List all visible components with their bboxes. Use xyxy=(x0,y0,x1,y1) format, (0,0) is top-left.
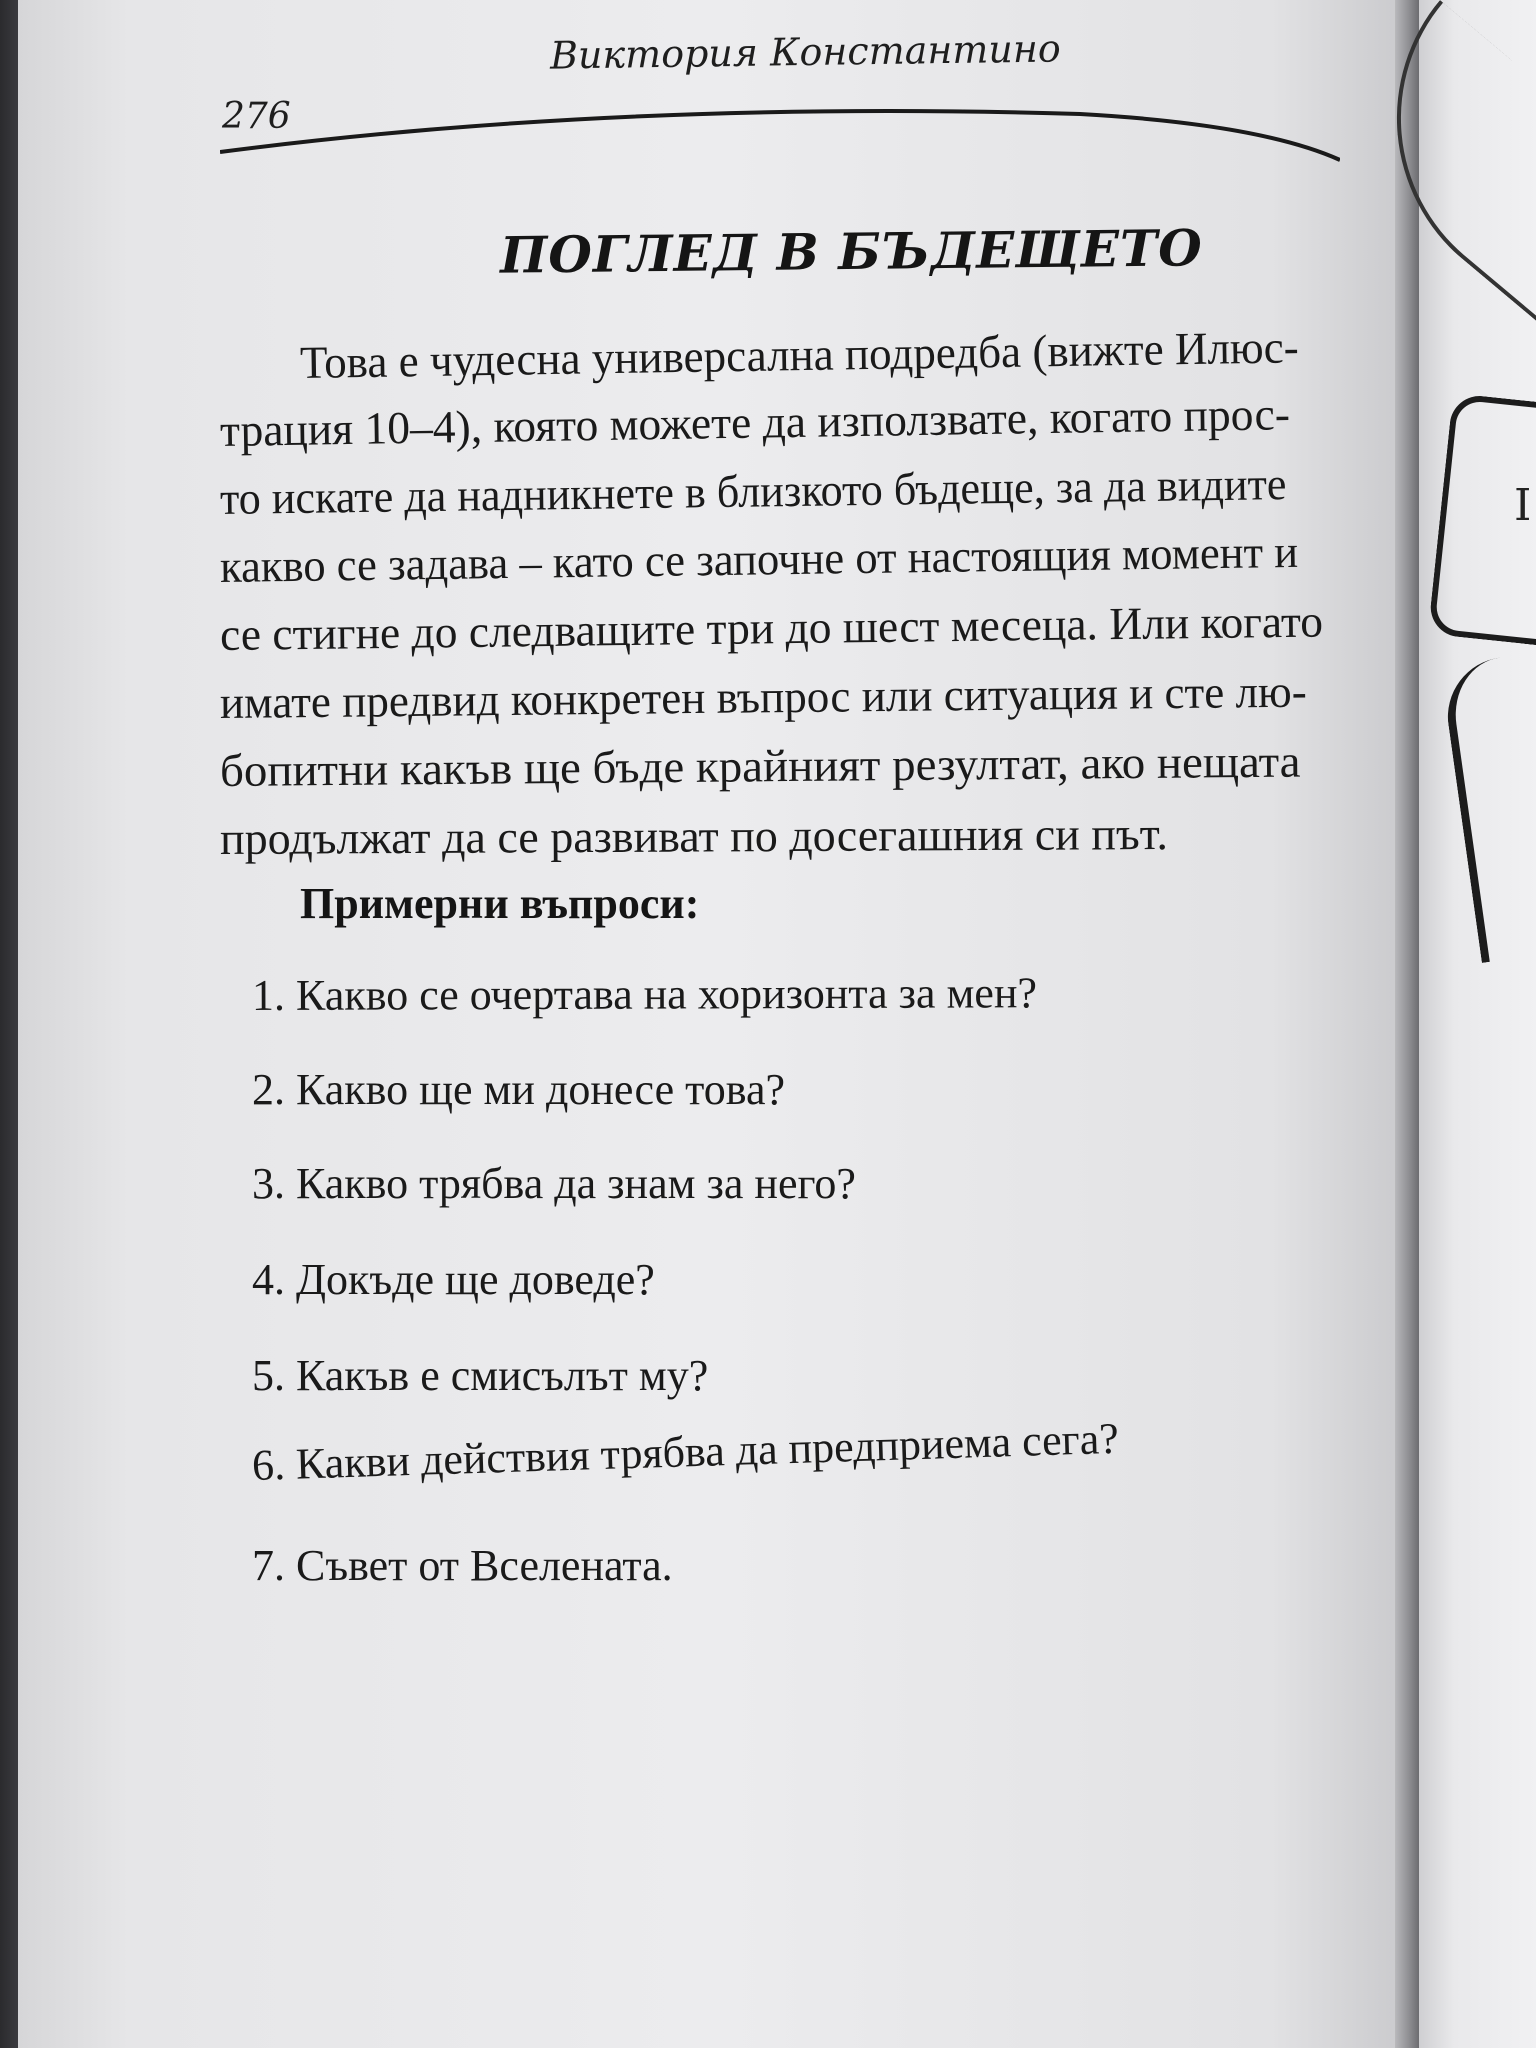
question-item-6: 6. Какви действия трябва да предприема сега? xyxy=(251,1413,1120,1490)
header-rule xyxy=(220,80,1340,240)
paragraph-line-2: трация 10–4), която можете да използвате, когато прос- xyxy=(219,388,1291,456)
running-header-author: Виктория Константино xyxy=(549,26,1062,78)
paragraph-line-7: бопитни какъв ще бъде крайният резултат, ако нещата xyxy=(219,735,1301,796)
paragraph-line-5: се стигне до следващите три до шест месеца. Или когато xyxy=(219,595,1324,660)
paragraph-line-1: Това е чудесна универсална подредба (вижте Илюс- xyxy=(299,321,1300,388)
book-page xyxy=(18,0,1410,2048)
paragraph-line-8: продължат да се развиват по досегашния си път. xyxy=(219,808,1168,864)
paragraph-line-3: то искате да надникнете в близкото бъдеще, за да видите xyxy=(219,458,1287,524)
book-gutter xyxy=(1395,0,1419,2048)
section-title: ПОГЛЕД В БЪДЕЩЕТО xyxy=(499,218,1204,285)
question-item-3: 3. Какво трябва да знам за него? xyxy=(252,1159,856,1208)
paragraph-line-6: имате предвид конкретен въпрос или ситуация и сте лю- xyxy=(219,665,1307,728)
question-item-4: 4. Докъде ще доведе? xyxy=(252,1255,655,1304)
page-number: 276 xyxy=(222,96,291,137)
question-item-5: 5. Какъв е смисълът му? xyxy=(252,1351,709,1400)
question-item-1: 1. Какво се очертава на хоризонта за мен? xyxy=(251,968,1038,1020)
question-item-2: 2. Какво ще ми донесе това? xyxy=(252,1065,786,1114)
examples-heading: Примерни въпроси: xyxy=(300,879,700,928)
question-item-7: 7. Съвет от Вселената. xyxy=(252,1541,673,1590)
adjacent-page-card-glyph: I xyxy=(1514,480,1532,531)
paragraph-line-4: какво се задава – като се започне от настоящия момент и xyxy=(219,525,1299,592)
adjacent-page xyxy=(1419,0,1536,2048)
